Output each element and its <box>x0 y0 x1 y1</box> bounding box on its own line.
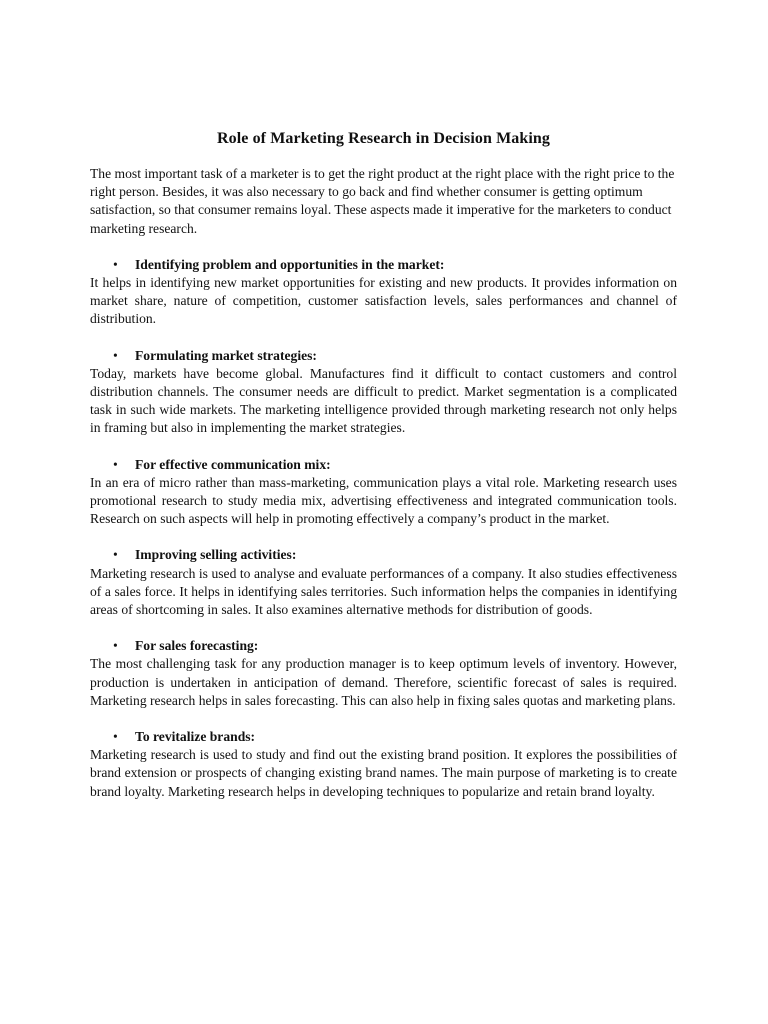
section-heading <box>90 637 677 655</box>
section-heading <box>90 256 677 274</box>
bullet-icon: • <box>113 347 118 363</box>
document-title: Role of Marketing Research in Decision Making <box>216 130 551 147</box>
bullet-icon: • <box>113 256 118 272</box>
intro-paragraph: The most important task of a marketer is to get the right product at the right place with the right price to the right person. Besides, it was also necessary to go back and find whether consumer is getting optimum satisfaction, so that consumer remains loyal. These aspects made it imperative for the marketers to conduct marketing research. <box>90 166 675 236</box>
bullet-icon: • <box>113 456 118 472</box>
section-revitalize-brands <box>90 728 677 801</box>
section-body: Marketing research is used to study and find out the existing brand position. It explores the possibilities of brand extension or prospects of changing existing brand names. The main purpose of marketing is to create brand loyalty. Marketing research helps in developing techniques to popularize and retain brand loyalty. <box>90 747 677 799</box>
section-heading-text: For sales forecasting: <box>135 638 259 654</box>
section-heading-text: Improving selling activities: <box>135 547 297 563</box>
bullet-icon: • <box>113 638 118 654</box>
section-selling-activities <box>90 546 677 619</box>
section-heading <box>90 546 677 564</box>
section-body: Marketing research is used to analyse and evaluate performances of a company. It also studies effectiveness of a sales force. It helps in identifying sales territories. Such information helps the companies in identifying areas of shortcoming in sales. It also examines alternative methods for distribution of goods. <box>90 565 677 618</box>
section-sales-forecasting <box>90 637 677 710</box>
section-identifying-problems <box>90 256 677 329</box>
section-heading <box>90 347 677 365</box>
section-heading-text: Formulating market strategies: <box>135 347 317 363</box>
section-body: Today, markets have become global. Manufactures find it difficult to contact customers and control distribution channels. The consumer needs are difficult to predict. Market segmentation is a complicated task in such wide markets. The marketing intelligence provided through marketing research not only helps in framing but also in implementing the market strategies. <box>90 365 677 436</box>
section-heading <box>90 456 677 474</box>
section-body: The most challenging task for any production manager is to keep optimum levels of inventory. However, production is undertaken in anticipation of demand. Therefore, scientific forecast of sales is required. Marketing research helps in sales forecasting. This can also help in fixing sales quotas and marketing plans. <box>90 656 677 708</box>
section-heading <box>90 728 677 746</box>
section-communication-mix <box>90 456 677 529</box>
section-body: It helps in identifying new market opportunities for existing and new products. It provides information on market share, nature of competition, customer satisfaction levels, sales performances and channel of distribution. <box>90 275 677 327</box>
document-page <box>90 129 677 819</box>
section-body: In an era of micro rather than mass-marketing, communication plays a vital role. Marketing research uses promotional research to study media mix, advertising effectiveness and integrated communication tools. Research on such aspects will help in promoting effectively a company’s product in the market. <box>90 474 677 527</box>
bullet-icon: • <box>113 547 118 563</box>
section-market-strategies <box>90 347 677 438</box>
section-heading-text: For effective communication mix: <box>135 456 331 472</box>
section-heading-text: Identifying problem and opportunities in the market: <box>135 256 445 272</box>
bullet-icon: • <box>113 729 118 745</box>
section-heading-text: To revitalize brands: <box>135 729 256 745</box>
